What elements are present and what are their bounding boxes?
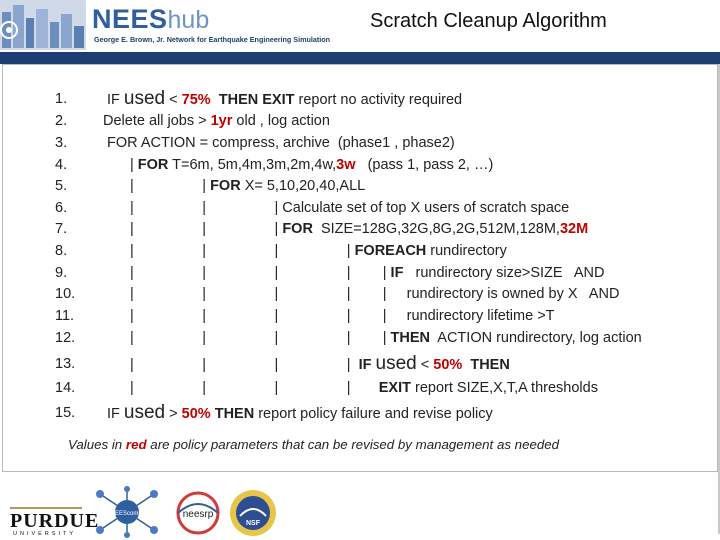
line-number: 11. bbox=[55, 308, 75, 324]
policy-parameter: 32M bbox=[559, 221, 589, 237]
algorithm-line bbox=[130, 178, 365, 198]
line-number: 1. bbox=[55, 91, 68, 107]
line-number: 7. bbox=[55, 221, 68, 237]
line-segment: | | | | bbox=[130, 243, 355, 259]
neescomm-label: NEEScomm bbox=[110, 511, 144, 517]
line-segment: | | | | | rundirectory lifetime >T bbox=[130, 308, 555, 324]
line-segment: FOR ACTION = compress, archive (phase1 , phase2) bbox=[107, 135, 455, 151]
line-segment: report SIZE,X,T,A thresholds bbox=[410, 380, 598, 396]
line-segment: used bbox=[123, 402, 166, 423]
line-segment: old , log action bbox=[232, 113, 330, 129]
line-segment: SIZE=128G,32G,8G,2G,512M,128M, bbox=[312, 221, 560, 237]
line-segment: | | bbox=[130, 178, 211, 194]
algorithm-line bbox=[107, 135, 455, 155]
line-segment: ACTION rundirectory, log action bbox=[430, 330, 642, 346]
line-segment: | | | | | bbox=[130, 330, 391, 346]
line-segment: rundirectory bbox=[426, 243, 507, 259]
footer-note-before: Values in bbox=[68, 437, 126, 452]
line-number: 3. bbox=[55, 135, 68, 151]
purdue-logo-text: PURDUE bbox=[10, 510, 100, 532]
policy-parameter: 75% bbox=[181, 92, 211, 108]
policy-parameter: 1yr bbox=[210, 113, 233, 129]
line-segment: IF bbox=[390, 265, 404, 281]
policy-parameter: 50% bbox=[433, 357, 463, 373]
line-segment: report policy failure and revise policy bbox=[254, 406, 493, 422]
algorithm-line bbox=[107, 88, 462, 108]
line-segment: IF bbox=[358, 357, 372, 373]
line-segment: | | | | bbox=[130, 380, 379, 396]
line-segment: rundirectory size>SIZE AND bbox=[403, 265, 605, 281]
algorithm-line bbox=[130, 380, 598, 400]
algorithm-line bbox=[130, 308, 555, 328]
slide-title: Scratch Cleanup Algorithm bbox=[370, 10, 607, 32]
algorithm-line bbox=[130, 353, 510, 373]
algorithm-line bbox=[130, 286, 619, 306]
policy-parameter: 50% bbox=[181, 406, 211, 422]
line-segment: used bbox=[375, 353, 417, 374]
line-segment: used bbox=[123, 88, 166, 109]
line-segment: (pass 1, pass 2, …) bbox=[355, 157, 494, 173]
line-segment: | bbox=[130, 157, 138, 173]
line-segment: IF bbox=[107, 406, 124, 422]
line-number: 12. bbox=[55, 330, 76, 346]
line-segment: IF bbox=[107, 92, 124, 108]
neescomm-network-icon bbox=[92, 486, 162, 538]
line-number: 13. bbox=[55, 356, 76, 372]
footer-note-after: are policy parameters that can be revised by management as needed bbox=[146, 437, 560, 452]
algorithm-line bbox=[130, 330, 642, 350]
algorithm-line bbox=[130, 221, 588, 241]
algorithm-line bbox=[130, 265, 605, 285]
line-segment: > bbox=[165, 406, 182, 422]
policy-parameter: 3w bbox=[336, 157, 356, 173]
line-segment: | | | Calculate set of top X users of scratch space bbox=[130, 200, 570, 216]
neesrp-logo-icon bbox=[170, 490, 226, 536]
line-segment: report no activity required bbox=[294, 92, 463, 108]
line-segment: FOR bbox=[137, 157, 169, 173]
line-segment: FOR bbox=[282, 221, 313, 237]
line-segment: T=6m, 5m,4m,3m,2m,4w, bbox=[168, 157, 337, 173]
algorithm-line bbox=[103, 113, 330, 133]
line-segment: THEN EXIT bbox=[218, 92, 295, 108]
line-number: 10. bbox=[55, 286, 76, 302]
line-number: 6. bbox=[55, 200, 68, 216]
header-divider-bar bbox=[0, 52, 720, 64]
line-number: 2. bbox=[55, 113, 68, 129]
line-segment: < bbox=[416, 357, 434, 373]
line-segment: THEN bbox=[214, 406, 255, 422]
line-segment: EXIT bbox=[378, 380, 411, 396]
algorithm-line bbox=[130, 200, 569, 220]
footer-note bbox=[68, 437, 559, 452]
line-segment bbox=[211, 92, 219, 108]
algorithm-line bbox=[107, 402, 493, 422]
footer-note-red: red bbox=[125, 437, 147, 452]
line-number: 9. bbox=[55, 265, 68, 281]
nsf-label: NSF bbox=[246, 520, 260, 527]
purdue-subtitle: UNIVERSITY bbox=[13, 531, 77, 537]
partner-logos bbox=[0, 478, 720, 540]
line-segment: | | | | | rundirectory is owned by X AND bbox=[130, 286, 620, 302]
algorithm-line bbox=[130, 243, 507, 263]
neesrp-label: neesrp bbox=[182, 509, 214, 520]
logo-nees-text: NEES bbox=[92, 4, 168, 34]
logo-hub-text: hub bbox=[167, 6, 210, 34]
line-segment: | | | | bbox=[130, 357, 359, 373]
line-number: 8. bbox=[55, 243, 68, 259]
line-segment: X= 5,10,20,40,ALL bbox=[240, 178, 366, 194]
line-number: 4. bbox=[55, 157, 68, 173]
line-segment: | | | bbox=[130, 221, 283, 237]
line-segment: FOR bbox=[210, 178, 241, 194]
line-segment: | | | | | bbox=[130, 265, 391, 281]
line-number: 14. bbox=[55, 380, 76, 396]
line-segment: < bbox=[165, 92, 182, 108]
header bbox=[0, 0, 720, 52]
line-segment: Delete all jobs > bbox=[103, 113, 211, 129]
logo-subtitle: George E. Brown, Jr. Network for Earthquake Engineering Simulation bbox=[94, 35, 331, 44]
line-segment: THEN bbox=[390, 330, 431, 346]
line-number: 5. bbox=[55, 178, 68, 194]
neeshub-logo[interactable] bbox=[92, 4, 331, 44]
city-skyline-icon bbox=[0, 0, 86, 50]
line-number: 15. bbox=[55, 405, 76, 421]
nsf-seal-icon bbox=[228, 488, 278, 538]
line-segment: FOREACH bbox=[354, 243, 427, 259]
algorithm-line bbox=[130, 157, 493, 177]
line-segment: THEN bbox=[470, 357, 510, 373]
